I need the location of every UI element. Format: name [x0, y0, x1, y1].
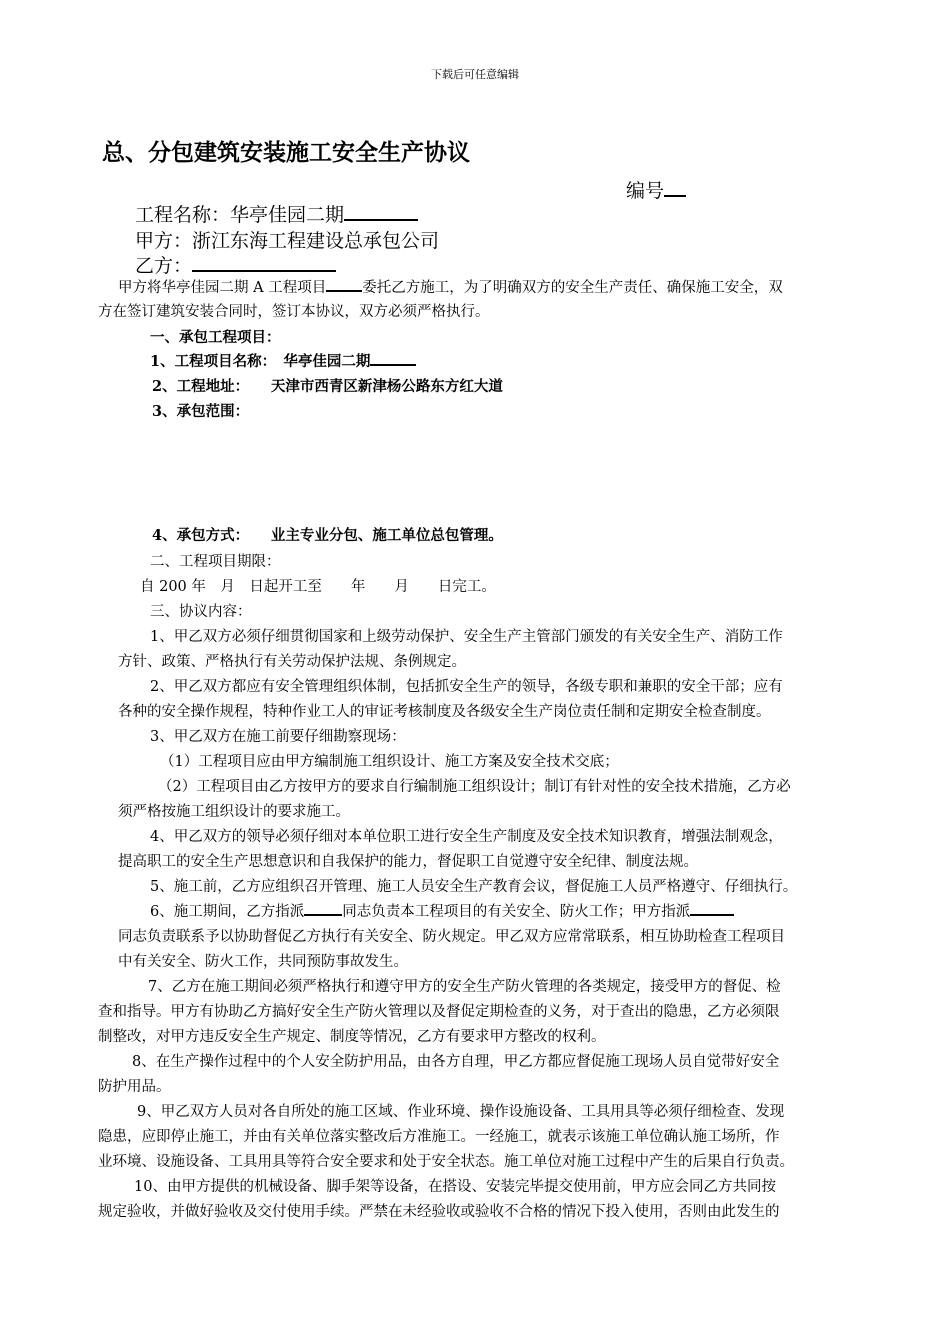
- clause-4-line-1: 4、甲乙双方的领导必须仔细对本单位职工进行安全生产制度及安全技术知识教育，增强法制观念，: [150, 829, 783, 845]
- clause-1-line-1: 1、甲乙双方必须仔细贯彻国家和上级劳动保护、安全生产主管部门颁发的有关安全生产、消防工作: [150, 629, 783, 645]
- clause-6-line-3: 中有关安全、防火工作，共同预防事故发生。: [118, 954, 408, 970]
- clause-9-line-3: 业环境、设施设备、工具用具等符合安全要求和处于安全状态。施工单位对施工过程中产生的后果自行负责。: [98, 1154, 794, 1170]
- clause-6-blank-1: [304, 900, 342, 916]
- party-a-field: 甲方：浙江东海工程建设总承包公司: [135, 230, 440, 252]
- section-1-item-2: 2、工程地址： 天津市西青区新津杨公路东方红大道: [152, 378, 503, 395]
- section-1-item-1: [150, 350, 416, 375]
- clause-9-line-1: 9、甲乙双方人员对各自所处的施工区域、作业环境、操作设施设备、工具用具等必须仔细检查、发现: [137, 1104, 785, 1120]
- project-name-label: 工程名称：华亭佳园二期: [135, 204, 345, 226]
- clause-8-line-2: 防护用品。: [98, 1079, 171, 1095]
- section-2-period: 自 200 年 月 日起开工至 年 月 日完工。: [140, 579, 496, 595]
- clause-1-line-2: 方针、政策、严格执行有关劳动保护法规、条例规定。: [118, 654, 466, 670]
- serial-label: 编号: [626, 180, 665, 202]
- section-1-item-3: 3、承包范围：: [152, 403, 250, 420]
- intro-text-a: 甲方将华亭佳园二期 A 工程项目: [118, 280, 327, 296]
- intro-text-b: 委托乙方施工，为了明确双方的安全生产责任、确保施工安全，双: [362, 280, 783, 296]
- clause-8-line-1: 8、在生产操作过程中的个人安全防护用品，由各方自理，甲乙方都应督促施工现场人员自觉带好安全: [132, 1054, 780, 1070]
- clause-6-blank-2: [690, 900, 734, 916]
- clause-6-line-2: 同志负责联系予以协助督促乙方执行有关安全、防火规定。甲乙双方应常常联系，相互协助检查工程项目: [118, 929, 785, 945]
- serial-blank: [664, 177, 686, 197]
- project-name-blank: [344, 201, 418, 221]
- section-1-item-4: 4、承包方式： 业主专业分包、施工单位总包管理。: [152, 527, 503, 544]
- header-note: 下载后可任意编辑: [431, 68, 519, 81]
- clause-6-line-1: [150, 900, 734, 925]
- clause-5: 5、施工前，乙方应组织召开管理、施工人员安全生产教育会议，督促施工人员严格遵守、仔细执行。: [150, 879, 798, 895]
- party-b-blank: [192, 252, 336, 272]
- document-title: 总、分包建筑安装施工安全生产协议: [102, 139, 470, 166]
- section-1-heading: 一、承包工程项目：: [150, 329, 281, 346]
- clause-2-line-1: 2、甲乙双方都应有安全管理组织体制，包括抓安全生产的领导，各级专职和兼职的安全干部；应有: [150, 679, 783, 695]
- clause-3-sub-2-line-1: （2）工程项目由乙方按甲方的要求自行编制施工组织设计；制订有针对性的安全技术措施，乙方必: [158, 779, 791, 795]
- clause-7-line-1: 7、乙方在施工期间必须严格执行和遵守甲方的安全生产防火管理的各类规定，接受甲方的督促、检: [148, 979, 781, 995]
- clause-9-line-2: 隐患，应即停止施工，并由有关单位落实整改后方准施工。一经施工，就表示该施工单位确认施工场所，作: [98, 1129, 780, 1145]
- clause-7-line-3: 制整改，对甲方违反安全生产规定、制度等情况，乙方有要求甲方整改的权利。: [98, 1029, 606, 1045]
- clause-6-text-a: 6、施工期间，乙方指派: [150, 904, 305, 920]
- clause-4-line-2: 提高职工的安全生产思想意识和自我保护的能力，督促职工自觉遵守安全纪律、制度法规。: [118, 854, 698, 870]
- item-1-blank: [370, 350, 416, 366]
- clause-7-line-2: 查和指导。甲方有协助乙方搞好安全生产防火管理以及督促定期检查的义务，对于查出的隐患，乙方必须限: [98, 1004, 780, 1020]
- item-1-text: 1、工程项目名称： 华亭佳园二期: [150, 353, 371, 370]
- clause-3-line-1: 3、甲乙双方在施工前要仔细勘察现场：: [150, 729, 406, 745]
- section-3-heading: 三、协议内容：: [150, 604, 252, 620]
- clause-6-text-b: 同志负责本工程项目的有关安全、防火工作；甲方指派: [342, 904, 691, 920]
- intro-line-2: 方在签订建筑安装合同时，签订本协议，双方必须严格执行。: [98, 304, 490, 320]
- clause-2-line-2: 各种的安全操作规程，特种作业工人的审证考核制度及各级安全生产岗位责任制和定期安全检查制度。: [118, 704, 771, 720]
- clause-10-line-1: 10、由甲方提供的机械设备、脚手架等设备，在搭设、安装完毕提交使用前，甲方应会同乙方共同按: [134, 1179, 776, 1195]
- intro-line-1: [118, 276, 783, 301]
- party-b-label: 乙方：: [135, 255, 193, 277]
- serial-number: [626, 176, 686, 203]
- project-name-field: [135, 200, 418, 227]
- clause-3-sub-2-line-2: 须严格按施工组织设计的要求施工。: [118, 804, 350, 820]
- clause-3-sub-1: （1）工程项目应由甲方编制施工组织设计、施工方案及安全技术交底；: [160, 754, 619, 770]
- clause-10-line-2: 规定验收，并做好验收及交付使用手续。严禁在未经验收或验收不合格的情况下投入使用，否则由此发生的: [98, 1204, 780, 1220]
- section-2-heading: 二、工程项目期限：: [150, 554, 281, 570]
- party-b-field: [135, 251, 336, 278]
- intro-blank: [326, 276, 362, 292]
